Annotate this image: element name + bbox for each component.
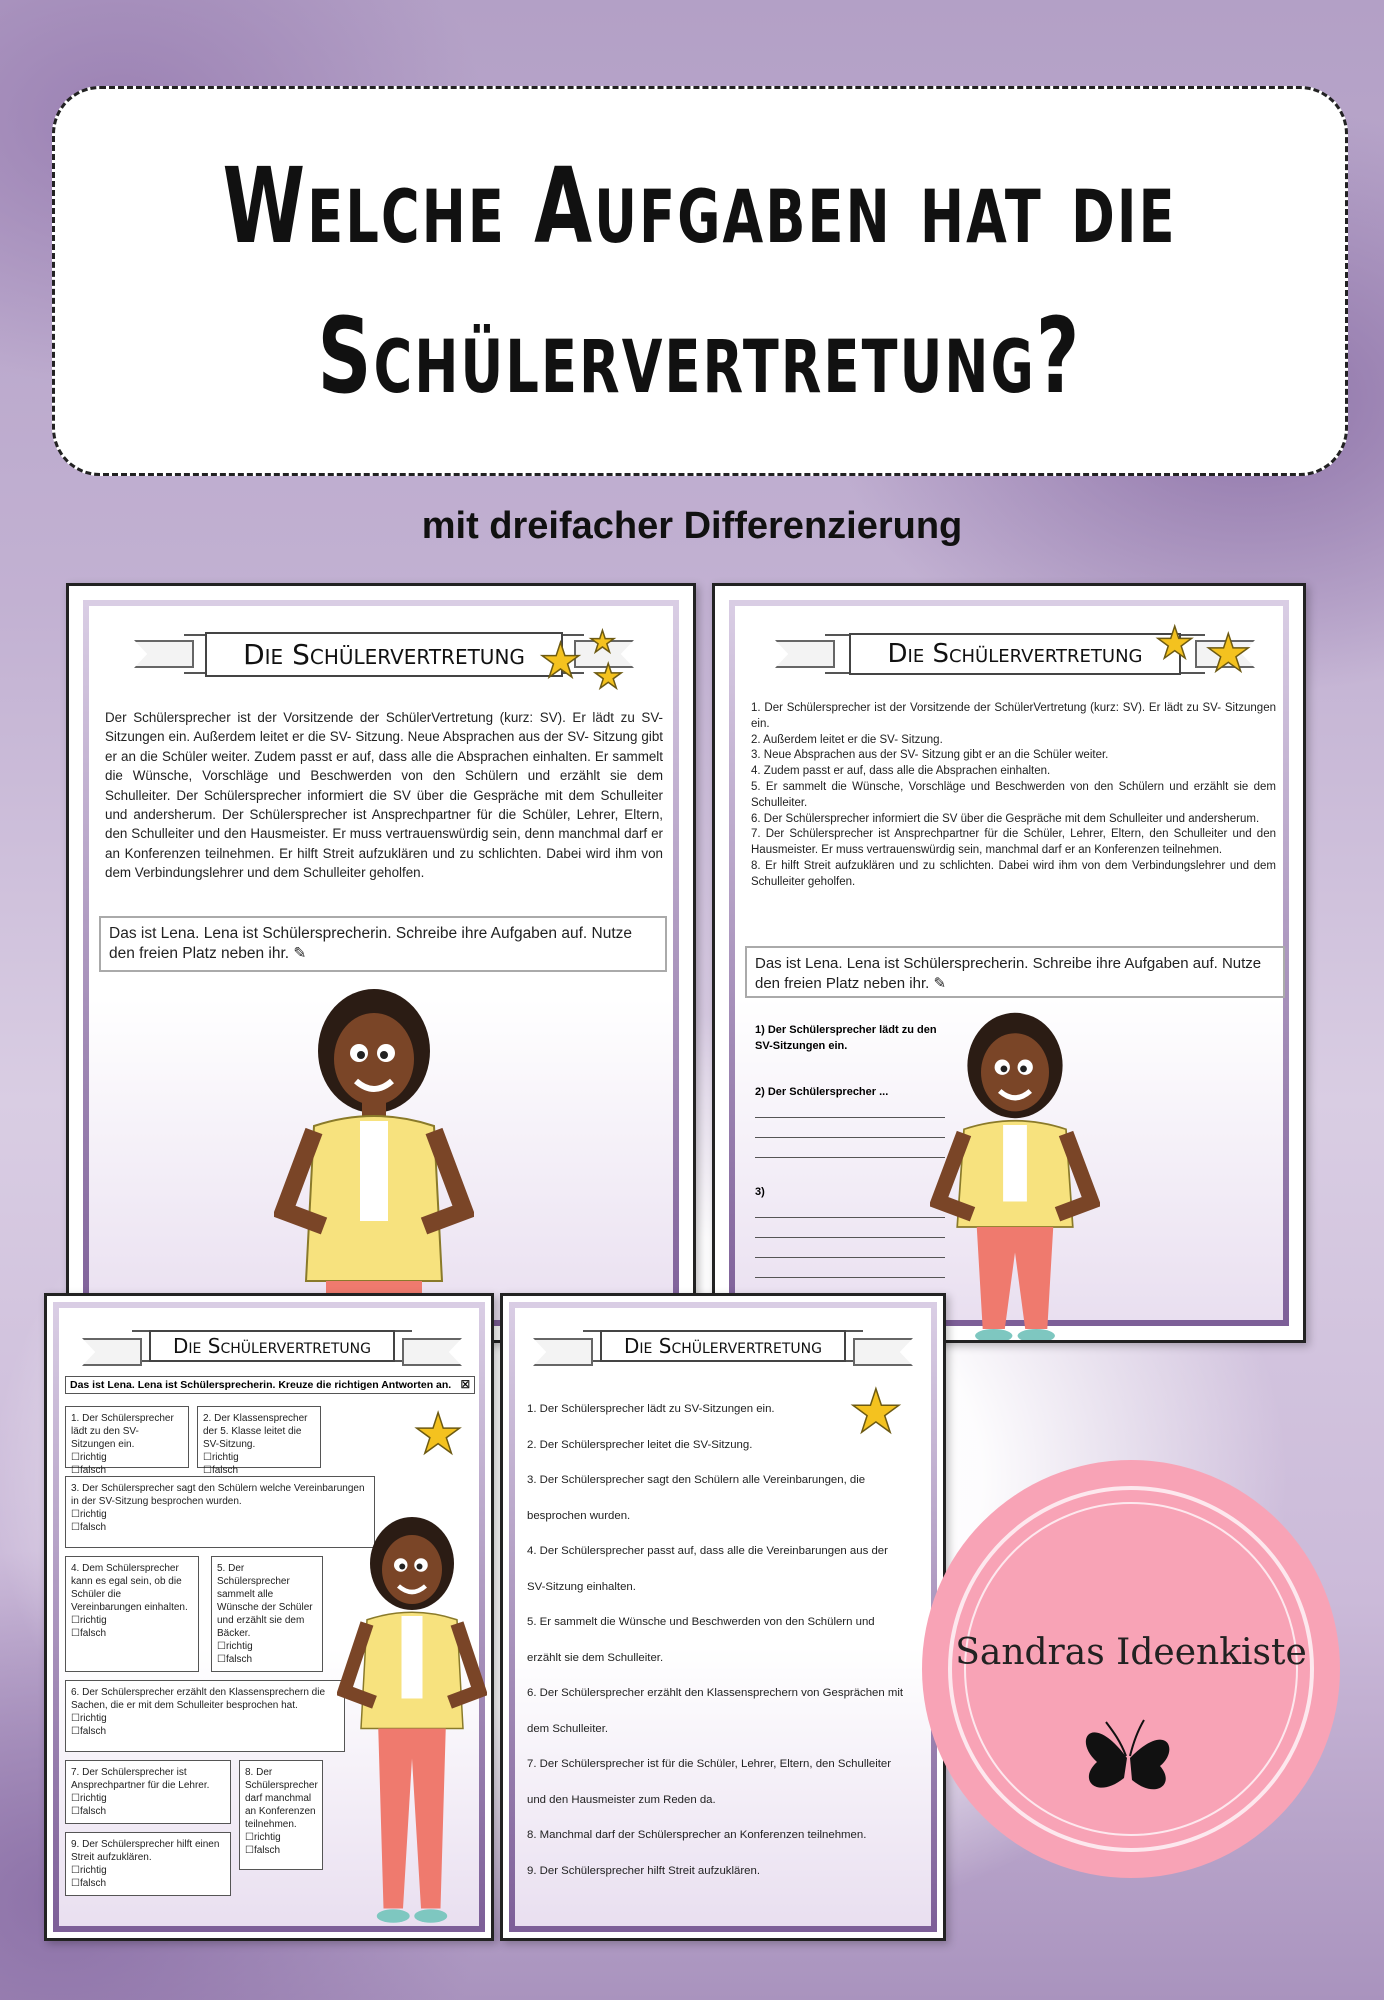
heading-banner — [132, 1324, 412, 1368]
question-box: 8. Der Schülersprecher darf manchmal an Konferenzen teilnehmen. ☐richtig ☐falsch — [239, 1760, 323, 1870]
list-item: 1. Der Schülersprecher ist der Vorsitzende der SchülerVertretung (kurz: SV). Er lädt zu SV- Sitzungen ein. — [751, 702, 1276, 730]
heading-banner — [825, 626, 1205, 682]
question-box: 2. Der Klassensprecher der 5. Klasse leitet die SV-Sitzung. ☐richtig ☐falsch — [197, 1406, 321, 1468]
list-item: 4. Der Schülersprecher passt auf, dass alle die Vereinbarungen aus der SV-Sitzung einhalten. — [527, 1545, 888, 1593]
lena-illustration — [337, 1511, 487, 1931]
title-line-1: Welche Aufgaben hat die — [222, 145, 1178, 267]
answer-1: 1) Der Schülersprecher lädt zu den SV-Sitzungen ein. — [755, 1024, 937, 1052]
list-item: 1. Der Schülersprecher lädt zu SV-Sitzungen ein. — [527, 1403, 775, 1415]
question-box: 9. Der Schülersprecher hilft einen Streit aufzuklären. ☐richtig ☐falsch — [65, 1832, 231, 1896]
instruction-text: Das ist Lena. Lena ist Schülersprecherin. Kreuze die richtigen Antworten an. — [70, 1379, 452, 1391]
list-item: 8. Manchmal darf der Schülersprecher an Konferenzen teilnehmen. — [527, 1829, 867, 1841]
pencil-icon: ✎ — [293, 945, 307, 962]
task-text: Das ist Lena. Lena ist Schülersprecherin. Schreibe ihre Aufgaben auf. Nutze den freien Platz neben ihr. — [109, 925, 633, 962]
star-icon: ★ — [1205, 625, 1252, 683]
question-box: 3. Der Schülersprecher sagt den Schülern welche Vereinbarungen in der SV-Sitzung besprochen wurden. ☐richtig ☐falsch — [65, 1476, 375, 1548]
answer-lines — [755, 1098, 945, 1158]
lena-illustration — [274, 981, 474, 1343]
heading-banner — [583, 1324, 863, 1368]
list-item: 7. Der Schülersprecher ist Ansprechpartner für die Schüler, Lehrer, Eltern, den Schulleiter und den Hausmeister. Er muss vertrauenswürdig sein, manchmal darf er an Konferenzen teilnehmen. — [751, 828, 1276, 857]
brand-name: Sandras Ideenkiste — [955, 1632, 1307, 1673]
sheet-heading: Die Schülervertretung — [149, 1330, 395, 1362]
answer-2: 2) Der Schülersprecher ... — [755, 1086, 889, 1098]
star-icon: ★ — [539, 635, 583, 688]
sheet-heading: Die Schülervertretung — [600, 1330, 846, 1362]
question-box: 7. Der Schülersprecher ist Ansprechpartner für die Lehrer. ☐richtig ☐falsch — [65, 1760, 231, 1824]
subtitle: mit dreifacher Differenzierung — [421, 505, 963, 547]
star-icon: ★ — [849, 1378, 903, 1445]
heading-banner — [184, 626, 584, 682]
pencil-icon: ✎ — [933, 975, 947, 992]
star-icon: ★ — [1155, 619, 1195, 668]
sheet-heading: Die Schülervertretung — [205, 632, 563, 677]
question-box: 4. Dem Schülersprecher kann es egal sein, ob die Schüler die Vereinbarungen einhalten. ☐richtig ☐falsch — [65, 1556, 199, 1672]
list-item: 8. Er hilft Streit aufzuklären und zu schlichten. Dabei wird ihm von dem Verbindungslehrer und dem Schulleiter geholfen. — [751, 859, 1276, 888]
list-item: 4. Zudem passt er auf, dass alle die Absprachen einhalten. — [751, 765, 1051, 778]
list-item: 6. Der Schülersprecher erzählt den Klassensprechern von Gesprächen mit dem Schulleiter. — [527, 1687, 904, 1735]
task-text: Das ist Lena. Lena ist Schülersprecherin. Schreibe ihre Aufgaben auf. Nutze den freien Platz neben ihr. — [755, 955, 1262, 992]
info-list — [751, 701, 1276, 891]
list-item: 9. Der Schülersprecher hilft Streit aufzuklären. — [527, 1864, 760, 1877]
instruction-bar — [65, 1376, 475, 1394]
worksheet-3 — [44, 1293, 494, 1941]
list-item: 5. Er sammelt die Wünsche und Beschwerden von den Schülern und erzählt sie dem Schulleiter. — [527, 1616, 875, 1664]
brand-stamp — [922, 1460, 1340, 1878]
butterfly-icon — [1072, 1700, 1182, 1810]
question-box: 1. Der Schülersprecher lädt zu den SV-Sitzungen ein. ☐richtig ☐falsch — [65, 1406, 189, 1468]
info-list — [527, 1392, 904, 1889]
list-item: 2. Außerdem leitet er die SV- Sitzung. — [751, 733, 943, 746]
answer-3: 3) — [755, 1186, 765, 1198]
task-box — [745, 946, 1285, 998]
list-item: 3. Neue Absprachen aus der SV- Sitzung gibt er an die Schüler weiter. — [751, 749, 1109, 762]
star-icon: ★ — [589, 626, 616, 659]
lena-illustration — [930, 1006, 1100, 1343]
answer-lines — [755, 1198, 945, 1278]
list-item: 6. Der Schülersprecher informiert die SV über die Gespräche mit dem Schulleiter und andersherum. — [751, 812, 1260, 825]
star-icon: ★ — [413, 1402, 464, 1465]
star-icon: ★ — [593, 658, 624, 696]
task-box — [99, 916, 667, 972]
info-text: Der Schülersprecher ist der Vorsitzende der SchülerVertretung (kurz: SV). Er lädt zu SV- Sitzungen ein. Außerdem leitet er die SV- Sitzung. Neue Absprachen aus der SV- Sitzung gibt er an die Schüler weiter. Zudem passt er auf, dass alle die Absprachen einhalten. Er sammelt die Wünsche, Vorschläge und Beschwerden von den Schülern und erzählt sie dem Schulleiter. Der Schülersprecher informiert die SV über die Gespräche mit dem Schulleiter und andersherum. Der Schülersprecher ist Ansprechpartner für die Schüler, Lehrer, Eltern, den Schulleiter und den Hausmeister. Er muss vertrauenswürdig sein, denn manchmal darf er an Konferenzen teilnehmen. Er hilft Streit aufzuklären und zu schlichten. Dabei wird ihm von dem Verbindungslehrer und dem Schulleiter geholfen. — [105, 710, 663, 881]
list-item: 2. Der Schülersprecher leitet die SV-Sitzung. — [527, 1438, 753, 1451]
worksheet-4 — [500, 1293, 946, 1941]
worksheet-2 — [712, 583, 1306, 1343]
list-item: 7. Der Schülersprecher ist für die Schüler, Lehrer, Eltern, den Schulleiter und den Hausmeister zum Reden da. — [527, 1758, 892, 1806]
worksheet-1 — [66, 583, 696, 1343]
question-box: 5. Der Schülersprecher sammelt alle Wünsche der Schüler und erzählt sie dem Bäcker. ☐richtig ☐falsch — [211, 1556, 323, 1672]
title-line-2: Schülervertretung? — [318, 295, 1082, 417]
question-box: 6. Der Schülersprecher erzählt den Klassensprechern die Sachen, die er mit dem Schulleiter besprochen hat. ☐richtig ☐falsch — [65, 1680, 345, 1752]
checkbox-icon: ☒ — [460, 1379, 470, 1391]
list-item: 5. Er sammelt die Wünsche, Vorschläge und Beschwerden von den Schülern und erzählt sie dem Schulleiter. — [751, 780, 1276, 809]
sheet-heading: Die Schülervertretung — [849, 633, 1180, 675]
title-box — [52, 86, 1348, 476]
list-item: 3. Der Schülersprecher sagt den Schülern alle Vereinbarungen, die besprochen wurden. — [527, 1474, 866, 1522]
